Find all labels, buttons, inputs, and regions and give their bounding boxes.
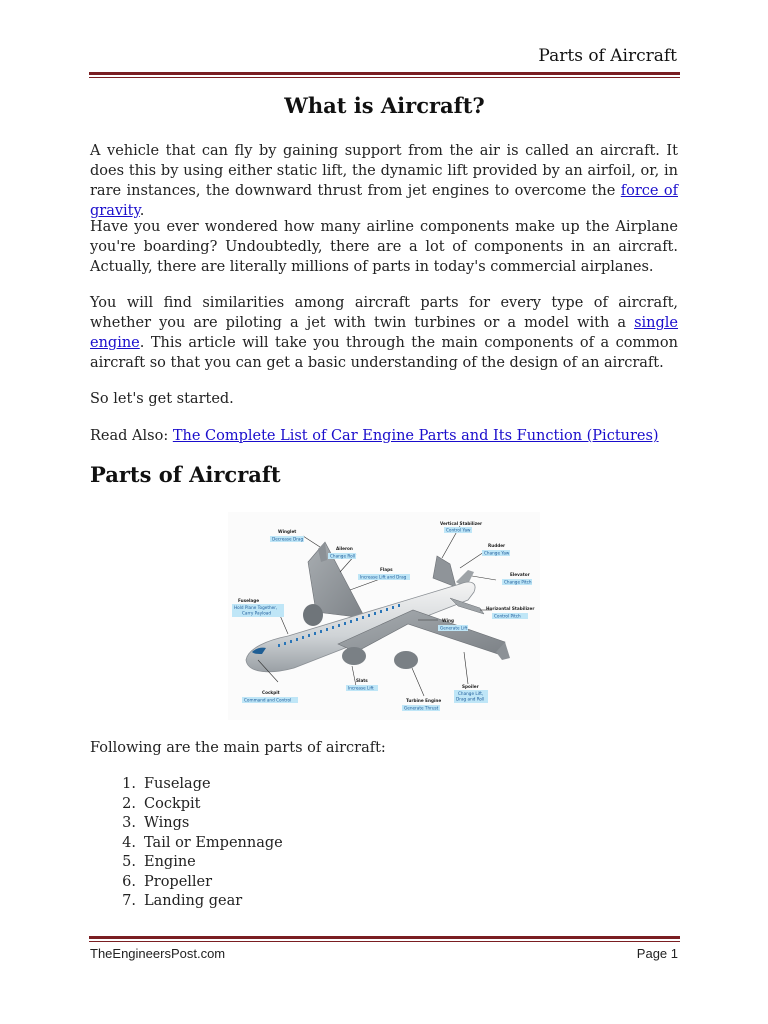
list-item <box>108 873 283 893</box>
fuselage-desc-1: Hold Plane Together, <box>234 604 278 610</box>
list-item <box>108 892 283 912</box>
winglet-desc: Decrease Drag <box>272 536 304 542</box>
near-engine-right <box>394 651 418 669</box>
paragraph-similarities <box>90 293 678 373</box>
list-item <box>108 853 283 873</box>
wing-label: Wing <box>442 618 455 623</box>
list-item-text: Tail or Empennage <box>144 834 283 851</box>
aileron-desc: Change Roll <box>330 553 355 559</box>
paragraph-text: . This article will take you through the main components of a common aircraft so that you can get a basic understanding of the design of an aircraft. <box>90 335 678 371</box>
section-heading: Parts of Aircraft <box>90 462 281 487</box>
flaps-desc: Increase Lift and Drag <box>360 574 407 580</box>
slats-label: Slats <box>356 678 368 683</box>
list-item <box>108 834 283 854</box>
single-engine-link[interactable]: single engine <box>90 315 678 351</box>
list-item-text: Engine <box>144 854 196 870</box>
rudder-label: Rudder <box>488 543 506 548</box>
read-also-line <box>90 426 678 446</box>
list-item-number: 7. <box>122 893 136 909</box>
horizontal-stabilizer-desc: Control Pitch <box>494 613 521 619</box>
list-item <box>108 795 283 815</box>
vertical-stabilizer-label: Vertical Stabilizer <box>440 521 483 526</box>
list-item <box>108 814 283 834</box>
fuselage-desc-2: Carry Payload <box>242 610 271 616</box>
cockpit-desc: Command and Control <box>244 697 292 703</box>
paragraph-lets-start: So let's get started. <box>90 391 234 407</box>
aircraft-parts-diagram <box>228 512 540 720</box>
elevator-desc: Change Pitch <box>504 579 532 585</box>
horizontal-stabilizer-label: Horizontal Stabilizer <box>486 606 535 611</box>
header-rule <box>89 72 680 75</box>
slats-desc: Increase Lift <box>348 685 374 691</box>
list-item <box>108 775 283 795</box>
fuselage-label: Fuselage <box>238 598 260 603</box>
list-item-text: Fuselage <box>144 776 211 792</box>
paragraph-text: . <box>139 203 145 219</box>
spoiler-desc-1: Change Lift, <box>458 690 484 696</box>
paragraph-text: You will find similarities among aircraft parts for every type of aircraft, whether you are piloting a jet with twin turbines or a model with a <box>90 295 678 331</box>
paragraph-components: Have you ever wondered how many airline components make up the Airplane you're boarding? Undoubtedly, there are a lot of components in an aircraft. Actually, there are literally millions of parts in today's commercial airplanes. <box>90 219 678 275</box>
footer-site: TheEngineersPost.com <box>90 946 226 961</box>
far-engine <box>303 604 323 626</box>
list-item-text: Cockpit <box>144 795 201 812</box>
list-item-number: 3. <box>122 815 136 831</box>
rudder-desc: Change Yaw <box>484 550 510 556</box>
list-item-number: 1. <box>122 776 136 792</box>
wing-desc: Generate Lift <box>440 625 468 631</box>
aileron-label: Aileron <box>336 546 353 551</box>
winglet-label: Winglet <box>278 529 297 534</box>
list-item-text: Landing gear <box>144 893 243 909</box>
turbine-engine-desc: Generate Thrust <box>404 705 439 711</box>
vertical-stabilizer-desc: Control Yaw <box>446 527 471 533</box>
list-item-text: Wings <box>144 815 190 831</box>
near-engine-left <box>342 647 366 665</box>
vertical-stabilizer-shape <box>433 556 456 587</box>
turbine-engine-label: Turbine Engine <box>406 698 442 703</box>
article-heading: What is Aircraft? <box>284 93 485 118</box>
flaps-label: Flaps <box>380 567 393 572</box>
footer-rule-thin <box>89 941 680 942</box>
list-item-number: 5. <box>122 854 136 870</box>
spoiler-desc-2: Drag and Roll <box>456 696 485 702</box>
list-item-text: Propeller <box>144 873 213 890</box>
paragraph-definition <box>90 141 678 221</box>
parts-intro: Following are the main parts of aircraft: <box>90 740 386 756</box>
footer-page-number: Page 1 <box>636 946 678 961</box>
list-item-number: 2. <box>122 795 136 812</box>
paragraph-text: A vehicle that can fly by gaining support from the air is called an aircraft. It does this by using either static lift, the dynamic lift provided by an airfoil, or, in rare instances, the downward thrust from jet engines to overcome the <box>90 143 678 199</box>
force-of-gravity-link[interactable]: force of gravity <box>90 183 678 219</box>
list-item-number: 6. <box>122 873 136 890</box>
elevator-label: Elevator <box>510 572 530 577</box>
read-also-label: Read Also: <box>90 428 173 444</box>
footer-rule <box>89 936 680 939</box>
list-item-number: 4. <box>122 834 136 851</box>
cockpit-label: Cockpit <box>262 690 280 695</box>
aircraft-illustration <box>246 542 510 672</box>
parts-list <box>108 775 283 912</box>
page-header-title: Parts of Aircraft <box>538 46 677 66</box>
read-also-link[interactable]: The Complete List of Car Engine Parts and Its Function (Pictures) <box>172 428 659 444</box>
spoiler-label: Spoiler <box>462 684 479 689</box>
header-rule-thin <box>89 77 680 78</box>
